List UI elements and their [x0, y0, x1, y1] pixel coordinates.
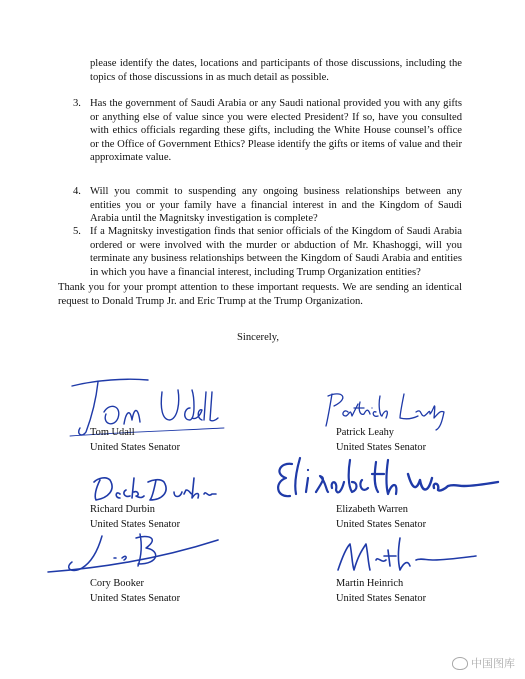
signatory-title: United States Senator [336, 592, 427, 604]
item-text: Will you commit to suspending any ongoing business relationships between any entities you or your family have a financial interest in and the Kingdom of Saudi Arabia until the Magnitsky investigation is complete? [90, 186, 462, 225]
watermark-text: 中国图库 [471, 657, 515, 670]
signatory-durbin [90, 503, 180, 532]
signatory-leahy [336, 426, 426, 455]
signatory-name: Cory Booker [90, 578, 144, 589]
salutation: Sincerely, [237, 332, 279, 343]
signatory-name: Martin Heinrich [336, 578, 404, 589]
signatory-warren [336, 503, 426, 532]
item-number: 3. [73, 98, 81, 109]
signature-booker [42, 528, 222, 576]
signatory-name: Richard Durbin [90, 504, 155, 515]
signatory-name: Patrick Leahy [336, 427, 394, 438]
item-text: If a Magnitsky investigation finds that senior officials of the Kingdom of Saudi Arabia ordered or were involved with the murder or abduction of Mr. Khashoggi, will you terminate any business relationships between the Kingdom of Saudi Arabia and entities in which you have a financial interest, including Trump Organization entities? [90, 226, 462, 278]
item-text: Has the government of Saudi Arabia or any Saudi national provided you with any gifts or anything else of value since you were elected President? If so, have you consulted with ethics officials regarding these gifts, including the White House counsel’s office or the Office of Government Ethics? Please identify the gifts or items of value and their approximate value. [90, 98, 462, 164]
weibo-icon [452, 657, 468, 670]
closing-paragraph: Thank you for your prompt attention to these important requests. We are sending an identical request to Donald Trump Jr. and Eric Trump at the Trump Organization. [58, 282, 462, 307]
signatory-title: United States Senator [90, 518, 181, 530]
signatory-title: United States Senator [336, 441, 427, 453]
signatory-name: Tom Udall [90, 427, 135, 438]
signatory-title: United States Senator [336, 518, 427, 530]
signature-leahy [320, 386, 470, 431]
item-number: 5. [73, 226, 81, 237]
signature-heinrich [330, 530, 480, 576]
signatory-heinrich [336, 577, 426, 606]
item-number: 4. [73, 186, 81, 197]
watermark [452, 655, 515, 671]
signature-durbin [90, 468, 220, 508]
signatory-booker [90, 577, 180, 606]
signatory-title: United States Senator [90, 592, 181, 604]
signatory-udall [90, 426, 180, 455]
continuation-paragraph: please identify the dates, locations and participants of those discussions, including the topics of those discussions in as much detail as possible. [90, 58, 462, 83]
signatory-name: Elizabeth Warren [336, 504, 408, 515]
signatory-title: United States Senator [90, 441, 181, 453]
